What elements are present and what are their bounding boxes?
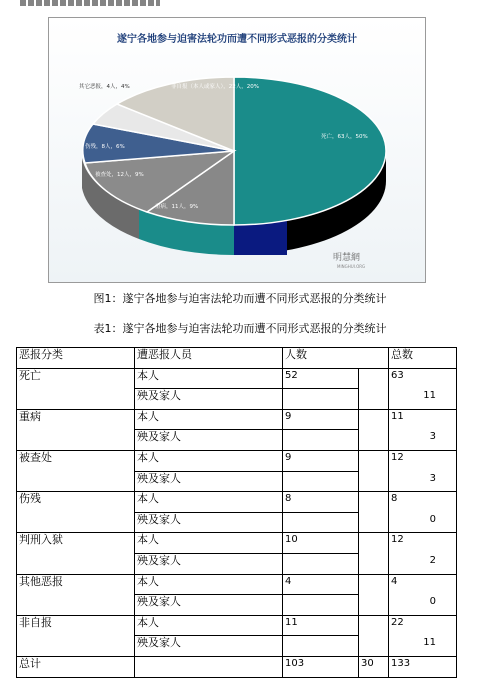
row-category: 重病 [17,409,135,450]
row-total: 12 [389,450,457,491]
row-self-count: 4 [283,574,359,595]
slice-label-illness: 重病，11人，9% [155,204,199,210]
stats-table [16,347,457,678]
row-spacer [359,368,389,409]
row-family-label: 殃及家人 [135,389,283,410]
summary-family-total: 30 [359,656,389,677]
row-category: 死亡 [17,368,135,409]
row-total: 8 [389,492,457,533]
figure-caption: 图1：遂宁各地参与迫害法轮功而遭不同形式恶报的分类统计 [93,292,387,305]
table-row [17,368,457,389]
table-summary-row [17,656,457,677]
row-family-cell [283,636,436,657]
row-family-label: 殃及家人 [135,553,283,574]
row-self-count: 11 [283,615,359,636]
table-row [17,574,457,595]
row-category: 判刑入狱 [17,533,135,574]
row-self-count: 10 [283,533,359,554]
row-spacer [359,615,389,656]
summary-empty [135,656,283,677]
row-self-label: 本人 [135,368,283,389]
header-count: 人数 [283,348,389,369]
row-family-cell [283,389,436,410]
row-spacer [359,409,389,450]
slice-label-investigated: 被查处，12人，9% [95,172,144,178]
row-family-count: 11 [423,390,436,402]
header-total: 总数 [389,348,457,369]
row-family-count: 3 [429,431,436,443]
row-family-count: 0 [429,513,436,525]
slice-label-death: 死亡，63人，50% [321,134,368,140]
summary-grand-total: 133 [389,656,457,677]
table-row [17,492,457,513]
slice-depth-death-mid [234,221,287,255]
pie-top [83,77,386,225]
row-category: 其他恶报 [17,574,135,615]
row-family-cell [283,595,436,616]
row-spacer [359,533,389,574]
summary-label: 总计 [17,656,135,677]
row-family-count: 0 [429,596,436,608]
row-family-label: 殃及家人 [135,512,283,533]
chart-title: 遂宁各地参与迫害法轮功而遭不同形式恶报的分类统计 [117,34,357,45]
row-self-label: 本人 [135,615,283,636]
row-total: 63 [389,368,457,409]
row-spacer [359,574,389,615]
slice-label-other: 其它恶报，4人，4% [79,84,130,90]
row-family-count: 11 [423,637,436,649]
pie-chart-svg [49,18,427,284]
row-self-label: 本人 [135,450,283,471]
row-family-label: 殃及家人 [135,595,283,616]
row-family-cell [283,553,436,574]
row-self-label: 本人 [135,533,283,554]
row-family-label: 殃及家人 [135,636,283,657]
row-spacer [359,450,389,491]
row-self-label: 本人 [135,574,283,595]
row-family-label: 殃及家人 [135,430,283,451]
slice-label-non-self: 非自报（本人或家人），22人，20% [171,84,259,90]
watermark-logo: 明慧網 [333,253,361,263]
row-self-label: 本人 [135,409,283,430]
table-row [17,615,457,636]
row-total: 11 [389,409,457,450]
row-self-label: 本人 [135,492,283,513]
row-family-cell [283,471,436,492]
slice-label-disabled: 伤残，8人，6% [85,144,125,150]
row-family-count: 3 [429,472,436,484]
table-header-row [17,348,457,369]
row-self-count: 52 [283,368,359,389]
top-text-fragment [20,0,160,6]
summary-self-total: 103 [283,656,359,677]
pie-chart-figure [48,17,426,283]
row-total: 22 [389,615,457,656]
row-self-count: 9 [283,450,359,471]
table-caption: 表1：遂宁各地参与迫害法轮功而遭不同形式恶报的分类统计 [93,322,387,335]
header-persons: 遭恶报人员 [135,348,283,369]
row-family-cell [283,512,436,533]
table-row [17,533,457,554]
table-row [17,450,457,471]
watermark-url: MINGHUI.ORG [337,264,366,269]
row-total: 4 [389,574,457,615]
row-family-label: 殃及家人 [135,471,283,492]
row-category: 被查处 [17,450,135,491]
row-spacer [359,492,389,533]
row-family-count: 2 [429,554,436,566]
row-family-cell [283,430,436,451]
row-self-count: 9 [283,409,359,430]
row-category: 伤残 [17,492,135,533]
table-row [17,409,457,430]
row-category: 非自报 [17,615,135,656]
header-category: 恶报分类 [17,348,135,369]
row-self-count: 8 [283,492,359,513]
row-total: 12 [389,533,457,574]
